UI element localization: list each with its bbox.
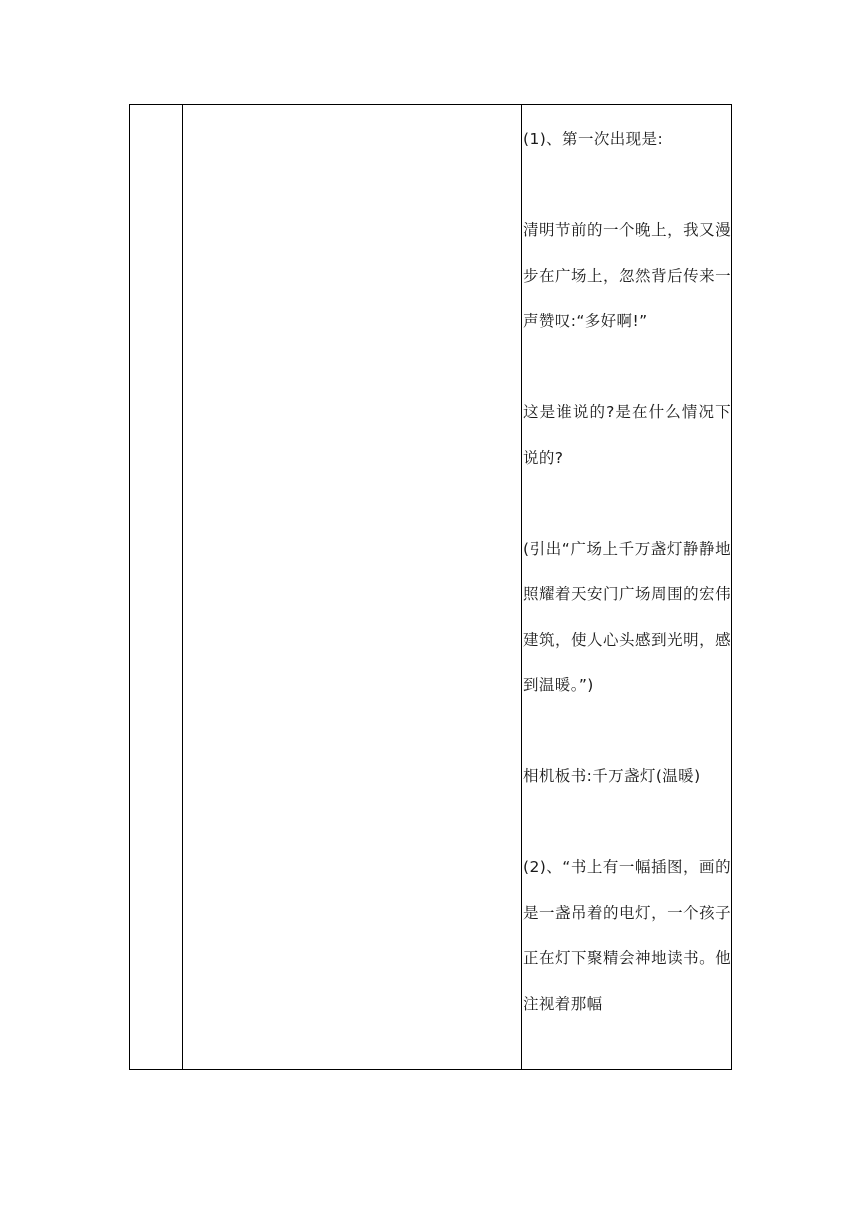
table-column-teaching-activity <box>522 105 731 1069</box>
activity-paragraph: 这是谁说的?是在什么情况下说的? <box>523 403 731 467</box>
table-column-step <box>130 105 183 1069</box>
activity-paragraph: 相机板书:千万盏灯(温暖) <box>523 767 701 785</box>
lesson-plan-table <box>129 104 732 1070</box>
table-column-content <box>183 105 522 1069</box>
activity-paragraph: (1)、第一次出现是: <box>523 130 664 148</box>
activity-paragraph: 清明节前的一个晚上，我又漫步在广场上，忽然背后传来一声赞叹:“多好啊!” <box>523 221 731 330</box>
activity-paragraph: (引出“广场上千万盏灯静静地照耀着天安门广场周围的宏伟建筑，使人心头感到光明，感到温暖。”) <box>523 539 731 694</box>
activity-paragraph: (2)、“书上有一幅插图，画的是一盏吊着的电灯，一个孩子正在灯下聚精会神地读书。他注视着那幅 <box>523 858 731 1013</box>
